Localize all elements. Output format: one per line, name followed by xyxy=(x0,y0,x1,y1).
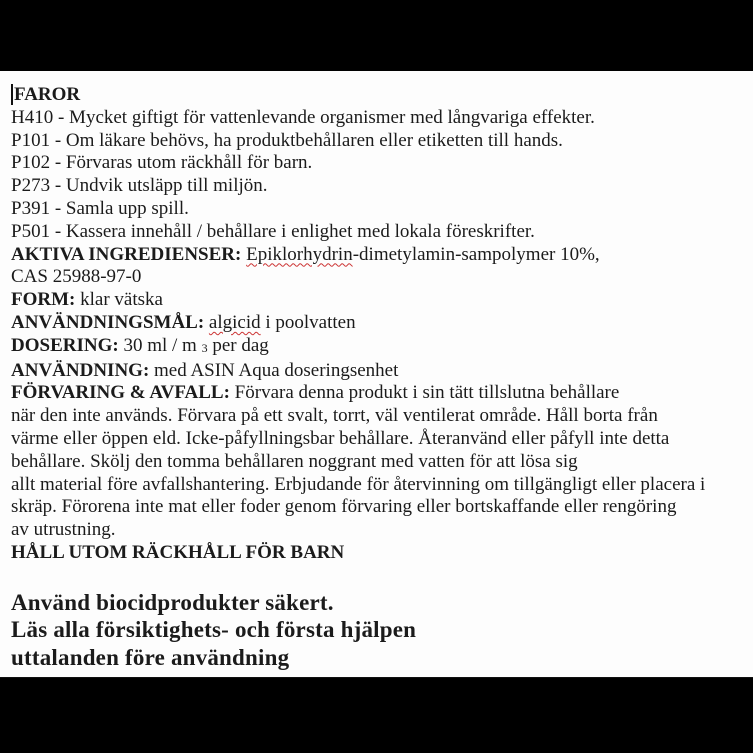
text-segment: FORM: xyxy=(11,289,76,311)
text-segment: FÖRVARING & AVFALL: xyxy=(11,382,230,404)
text-segment: -dimetylamin-sampolymer 10%, xyxy=(352,243,600,265)
text-segment: per dag xyxy=(207,334,269,356)
storage-disposal-line-7 xyxy=(11,519,745,542)
text-segment: H410 - Mycket giftigt för vattenlevande organismer med långvariga effekter. xyxy=(11,106,595,128)
biocide-warning-line-1: Använd biocidprodukter säkert. xyxy=(11,589,334,615)
form-line xyxy=(11,289,745,312)
document-lines xyxy=(11,84,745,565)
text-segment: Förvara denna produkt i sin tätt tillslutna behållare xyxy=(229,382,620,404)
text-cursor xyxy=(11,84,13,105)
text-segment: HÅLL UTOM RÄCKHÅLL FÖR BARN xyxy=(11,541,345,563)
text-segment: P391 - Samla upp spill. xyxy=(11,197,189,219)
biocide-warning-line-3: uttalanden före användning xyxy=(11,644,290,670)
precaution-p273 xyxy=(11,175,745,198)
text-segment: ANVÄNDNING: xyxy=(11,359,150,381)
active-ingredients-line xyxy=(11,244,745,267)
text-segment: när den inte används. Förvara på ett svalt, torrt, väl ventilerat område. Håll borta från xyxy=(11,405,658,427)
text-segment: AKTIVA INGREDIENSER: xyxy=(11,243,242,265)
misspelled-word: algicid xyxy=(208,311,261,333)
text-segment: DOSERING: xyxy=(11,334,119,356)
text-segment: i poolvatten xyxy=(260,311,356,333)
text-segment: P273 - Undvik utsläpp till miljön. xyxy=(11,175,268,197)
keep-away-from-children-heading xyxy=(11,542,745,565)
usage-line xyxy=(11,360,745,383)
precaution-p101 xyxy=(11,130,745,153)
storage-disposal-line-3 xyxy=(11,428,745,451)
text-segment: P102 - Förvaras utom räckhåll för barn. xyxy=(11,152,313,174)
hazard-h410 xyxy=(11,107,745,130)
text-segment: 3 xyxy=(201,340,208,355)
text-segment: FAROR xyxy=(14,84,81,105)
text-segment: med ASIN Aqua doseringsenhet xyxy=(149,359,399,381)
document-text-area[interactable] xyxy=(0,71,753,678)
text-segment: allt material före avfallshantering. Erbjudande för återvinning om tillgängligt eller placera i xyxy=(11,473,706,495)
storage-disposal-line-1 xyxy=(11,382,745,405)
biocide-warning-line-2: Läs alla försiktighets- och första hjälpen xyxy=(11,617,417,643)
biocide-warning-block xyxy=(11,589,745,672)
cas-number-line xyxy=(11,266,745,289)
text-segment: 30 ml / m xyxy=(118,334,202,356)
text-segment: ANVÄNDNINGSMÅL: xyxy=(11,311,205,333)
faror-heading xyxy=(11,84,745,107)
bottom-black-band xyxy=(0,677,753,753)
storage-disposal-line-6 xyxy=(11,496,745,519)
precaution-p501 xyxy=(11,221,745,244)
text-segment: värme eller öppen eld. Icke-påfyllningsbar behållare. Återanvänd eller påfyll inte detta xyxy=(11,427,670,449)
text-segment: av utrustning. xyxy=(11,519,116,541)
text-segment: skräp. Förorena inte mat eller foder genom förvaring eller bortskaffande eller rengöring xyxy=(11,496,677,518)
text-segment: behållare. Skölj den tomma behållaren noggrant med vatten för att lösa sig xyxy=(11,450,578,472)
storage-disposal-line-4 xyxy=(11,451,745,474)
precaution-p102 xyxy=(11,152,745,175)
top-black-band xyxy=(0,0,753,72)
text-segment: P101 - Om läkare behövs, ha produktbehållaren eller etiketten till hands. xyxy=(11,129,563,151)
storage-disposal-line-2 xyxy=(11,405,745,428)
storage-disposal-line-5 xyxy=(11,474,745,497)
text-segment: P501 - Kassera innehåll / behållare i enlighet med lokala föreskrifter. xyxy=(11,220,535,242)
dosage-line xyxy=(11,335,745,360)
text-segment: CAS 25988-97-0 xyxy=(11,266,142,288)
text-segment: klar vätska xyxy=(75,289,163,311)
usage-purpose-line xyxy=(11,312,745,335)
misspelled-word: Epiklorhydrin xyxy=(246,243,353,265)
precaution-p391 xyxy=(11,198,745,221)
